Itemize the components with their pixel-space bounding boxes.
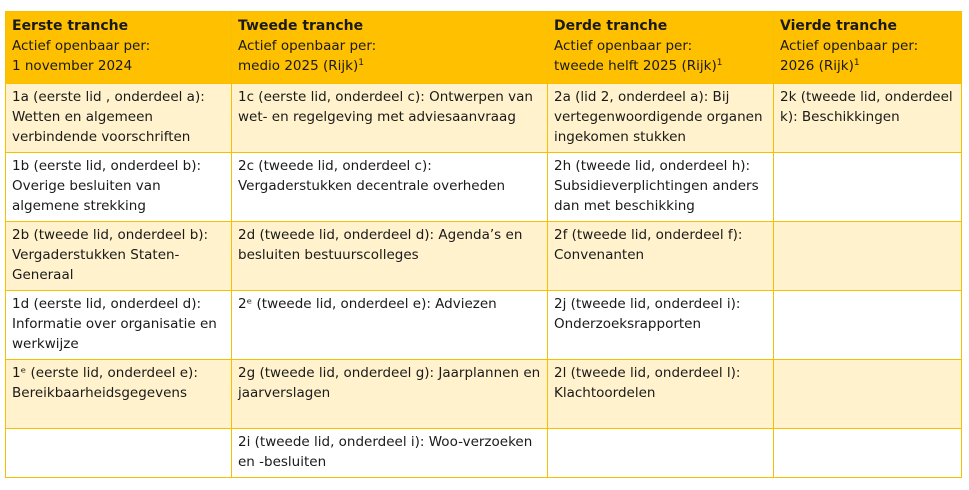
table-cell: 2g (tweede lid, onderdeel g): Jaarplannen en jaarverslagen xyxy=(232,360,548,429)
table-cell xyxy=(774,153,962,222)
tranche-table-container xyxy=(5,11,961,478)
tranche-table xyxy=(5,11,962,478)
table-cell xyxy=(774,291,962,360)
table-row xyxy=(6,222,962,291)
column-title: Derde tranche xyxy=(554,18,668,34)
footnote-marker: 1 xyxy=(716,58,723,68)
table-row xyxy=(6,360,962,429)
column-subtitle: Actief openbaar per: xyxy=(12,38,151,54)
column-date: medio 2025 (Rijk)$^1$ xyxy=(238,58,364,74)
table-cell xyxy=(774,429,962,478)
column-subtitle: Actief openbaar per: xyxy=(554,38,693,54)
table-cell: 2h (tweede lid, onderdeel h): Subsidieverplichtingen anders dan met beschikking xyxy=(548,153,774,222)
column-title: Eerste tranche xyxy=(12,18,129,34)
column-date: 1 november 2024 xyxy=(12,58,133,74)
table-cell xyxy=(6,429,232,478)
table-cell xyxy=(774,360,962,429)
header-row xyxy=(6,12,962,84)
footnote-marker: 1 xyxy=(358,58,364,68)
header-cell-derde-tranche xyxy=(548,12,774,84)
table-row xyxy=(6,84,962,153)
header-cell-tweede-tranche xyxy=(232,12,548,84)
table-cell: 1b (eerste lid, onderdeel b): Overige besluiten van algemene strekking xyxy=(6,153,232,222)
column-date: tweede helft 2025 (Rijk)$^1$ xyxy=(554,58,723,74)
column-subtitle: Actief openbaar per: xyxy=(780,38,919,54)
header-cell-eerste-tranche xyxy=(6,12,232,84)
table-cell: 1a (eerste lid , onderdeel a): Wetten en algemeen verbindende voorschriften xyxy=(6,84,232,153)
table-row xyxy=(6,153,962,222)
table-cell: 2i (tweede lid, onderdeel i): Woo-verzoeken en -besluiten xyxy=(232,429,548,478)
table-cell: 2b (tweede lid, onderdeel b): Vergaderstukken Staten-Generaal xyxy=(6,222,232,291)
table-cell: 1c (eerste lid, onderdeel c): Ontwerpen van wet- en regelgeving met adviesaanvraag xyxy=(232,84,548,153)
header-cell-vierde-tranche xyxy=(774,12,962,84)
column-date: 2026 (Rijk)$^1$ xyxy=(780,58,860,74)
table-cell xyxy=(548,429,774,478)
column-title: Tweede tranche xyxy=(238,18,364,34)
table-cell: 1ᵉ (eerste lid, onderdeel e): Bereikbaarheidsgegevens xyxy=(6,360,232,429)
table-cell: 2k (tweede lid, onderdeel k): Beschikkingen xyxy=(774,84,962,153)
table-cell: 2f (tweede lid, onderdeel f): Convenanten xyxy=(548,222,774,291)
table-row xyxy=(6,429,962,478)
table-cell: 2c (tweede lid, onderdeel c): Vergaderstukken decentrale overheden xyxy=(232,153,548,222)
table-row xyxy=(6,291,962,360)
footnote-marker: 1 xyxy=(853,58,860,68)
table-cell: 2j (tweede lid, onderdeel i): Onderzoeksrapporten xyxy=(548,291,774,360)
table-cell xyxy=(774,222,962,291)
table-cell: 2l (tweede lid, onderdeel l): Klachtoordelen xyxy=(548,360,774,429)
table-cell: 2a (lid 2, onderdeel a): Bij vertegenwoordigende organen ingekomen stukken xyxy=(548,84,774,153)
table-cell: 1d (eerste lid, onderdeel d): Informatie over organisatie en werkwijze xyxy=(6,291,232,360)
column-subtitle: Actief openbaar per: xyxy=(238,38,377,54)
column-title: Vierde tranche xyxy=(780,18,897,34)
table-cell: 2d (tweede lid, onderdeel d): Agenda’s en besluiten bestuurscolleges xyxy=(232,222,548,291)
table-cell: 2ᵉ (tweede lid, onderdeel e): Adviezen xyxy=(232,291,548,360)
